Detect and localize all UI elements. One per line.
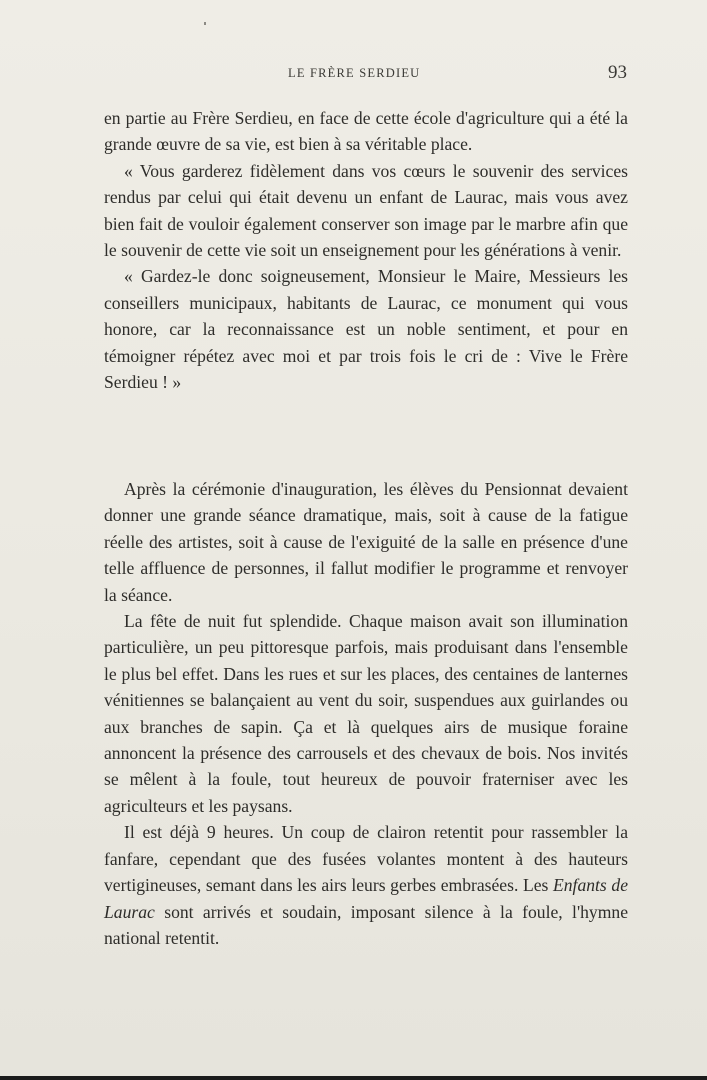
paragraph-nine-oclock [104,819,628,951]
paragraph-night-festival: La fête de nuit fut splendide. Chaque maison avait son illumination particulière, un peu pittoresque parfois, mais produisant dans l'ensemble le plus bel effet. Dans les rues et sur les places, des centaines de lanternes vénitiennes se balançaient au vent du soir, suspendues aux guirlandes ou aux branches de sapin. Ça et là quelques airs de musique foraine annoncent la présence des carrousels et des chevaux de bois. Nos invités se mêlent à la foule, tout heureux de pouvoir fraterniser avec les agriculteurs et les paysans. [104,611,628,816]
text-block-lower [104,476,628,951]
paragraph-speech-2: « Gardez-le donc soigneusement, Monsieur le Maire, Messieurs les conseillers municipaux, habitants de Laurac, ce monument qui vous honore, car la reconnaissance est un noble sentiment, et pour en témoigner répétez avec moi et par trois fois le cri de : Vive le Frère Serdieu ! » [104,266,628,393]
ink-speck [204,22,206,25]
paragraph-speech-1: « Vous garderez fidèlement dans vos cœurs le souvenir des services rendus par celui qui était devenu un enfant de Laurac, mais vous avez bien fait de vouloir également conserver son image par le marbre afin que le souvenir de cette vie soit un enseignement pour les générations à venir. [104,160,628,261]
running-title: LE FRÈRE SERDIEU [288,66,421,80]
paragraph-continuation: en partie au Frère Serdieu, en face de cette école d'agriculture qui a été la grande œuvre de sa vie, est bien à sa véritable place. [104,108,628,155]
scan-bottom-edge [0,1076,707,1080]
text-block-upper [104,105,628,395]
italic-title-enfants-de-laurac: Enfants de Laurac [104,875,628,922]
paragraph-nine-oclock-text-a: Il est déjà 9 heures. Un coup de clairon retentit pour rassembler la fanfare, cependant que des fusées volantes montent à des hauteurs vertigineuses, semant dans les airs leurs gerbes embrasées. Les [104,822,628,896]
paragraph-nine-oclock-text-b: sont arrivés et soudain, imposant silence à la foule, l'hymne national retentit. [104,901,628,948]
paragraph-ceremony: Après la cérémonie d'inauguration, les élèves du Pensionnat devaient donner une grande séance dramatique, mais, soit à cause de la fatigue réelle des artistes, soit à cause de l'exiguité de la salle en présence d'une telle affluence de personnes, il fallut modifier le programme et renvoyer la séance. [104,479,628,605]
page-number: 93 [608,62,627,83]
